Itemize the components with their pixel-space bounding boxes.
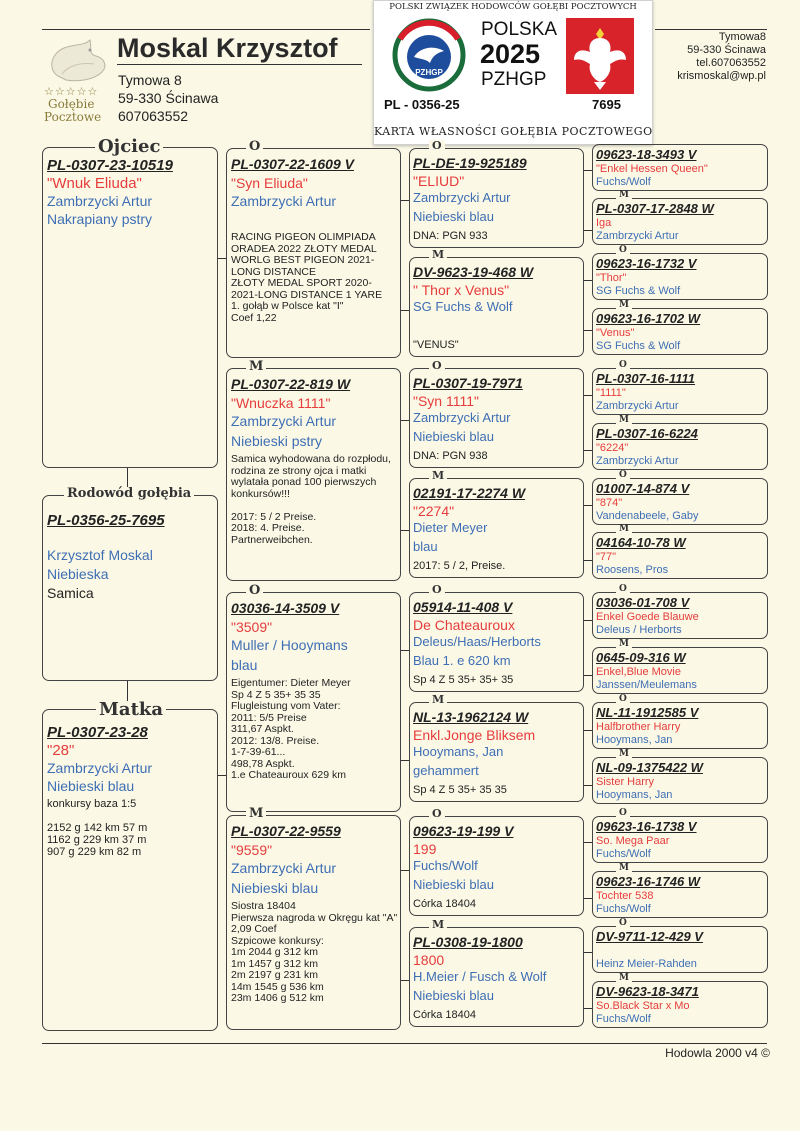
g2-name: "Wnuczka 1111" xyxy=(231,395,331,411)
g4-breeder: Fuchs/Wolf xyxy=(596,848,651,860)
pzhgp-logo-icon xyxy=(390,17,468,93)
sex-label: M xyxy=(616,864,632,873)
g3-name: 1800 xyxy=(413,952,445,968)
g4-ring: 09623-18-3493 V xyxy=(596,147,697,162)
g4-name: Sister Harry xyxy=(596,776,655,788)
g3-notes: Córka 18404 xyxy=(413,898,476,910)
sex-label: O xyxy=(429,808,445,819)
g2-color: Niebieski blau xyxy=(231,880,319,896)
sex-label: O xyxy=(246,140,263,153)
g4-ring: 09623-16-1702 W xyxy=(596,311,701,326)
g3-ring: DV-9623-19-468 W xyxy=(413,264,534,280)
logo-line2: Pocztowe xyxy=(44,110,102,124)
g3-color: Niebieski blau xyxy=(413,209,494,224)
g4-name: Enkel,Blue Movie xyxy=(596,666,681,678)
g4-breeder: Hooymans, Jan xyxy=(596,734,673,746)
g3-name: Enkl.Jonge Bliksem xyxy=(413,727,536,743)
g4-name: "1111" xyxy=(596,387,626,399)
g3-name: De Chateauroux xyxy=(413,617,515,633)
dam-breeder: Zambrzycki Artur xyxy=(47,760,153,776)
sire-name: "Wnuk Eliuda" xyxy=(47,175,142,192)
g3-breeder: Zambrzycki Artur xyxy=(413,410,511,425)
g4-name: Enkel Goede Blauwe xyxy=(596,611,699,623)
g4-ring: 09623-16-1732 V xyxy=(596,256,697,271)
sex-label: O xyxy=(246,584,263,597)
g3-color: Blau 1. e 620 km xyxy=(413,653,511,668)
g2-ring: PL-0307-22-1609 V xyxy=(231,156,354,172)
sex-label: M xyxy=(429,694,447,705)
subject-color: Niebieska xyxy=(47,566,109,582)
g4-name: Iga xyxy=(596,217,612,229)
g4-breeder: Fuchs/Wolf xyxy=(596,176,651,188)
g2-breeder: Muller / Hooymans xyxy=(231,637,348,653)
sex-label: O xyxy=(616,695,630,704)
g4-breeder: Fuchs/Wolf xyxy=(596,1013,651,1025)
g2-name: "Syn Eliuda" xyxy=(231,175,308,191)
sex-label: M xyxy=(246,360,266,373)
g2-notes: Eigentumer: Dieter Meyer Sp 4 Z 5 35+ 35 35 Flugleistung vom Vater: 2011: 5/5 Preise 311,67 Aspkt. 2012: 13/8. Preise. 1-7-39-61... 498,78 Aspkt. 1.e Chateauroux 629 km xyxy=(231,677,351,781)
sex-label: M xyxy=(616,974,632,983)
g2-name: "3509" xyxy=(231,619,273,635)
header-logo xyxy=(38,36,112,122)
card-country: POLSKA xyxy=(481,19,558,40)
g3-name: "ELIUD" xyxy=(413,173,465,189)
g4-ring: PL-0307-16-1111 xyxy=(596,371,696,386)
g4-ring: 0645-09-316 W xyxy=(596,650,686,665)
owner-address-line2: 59-330 Ścinawa xyxy=(118,90,219,106)
right-contact-line3: tel.607063552 xyxy=(696,57,766,69)
g3-ring: 02191-17-2274 W xyxy=(413,485,526,501)
g3-color: blau xyxy=(413,539,438,554)
g2-notes: Siostra 18404 Pierwsza nagroda w Okręgu kat "A" 2,09 Coef Szpicowe konkursy: 1m 2044 g 312 km 1m 1457 g 312 km 2m 2197 g 231 km 14m 1545 g 536 km 23m 1406 g 512 km xyxy=(231,900,398,1004)
g4-ring: 01007-14-874 V xyxy=(596,481,690,496)
sire-breeder: Zambrzycki Artur xyxy=(47,193,153,209)
g2-color: blau xyxy=(231,657,258,673)
sire-color: Nakrapiany pstry xyxy=(47,211,153,227)
g3-color: Niebieski blau xyxy=(413,429,494,444)
g3-name: "Syn 1111" xyxy=(413,393,479,409)
sex-label: M xyxy=(616,525,632,534)
g4-breeder: Janssen/Meulemans xyxy=(596,679,697,691)
g3-breeder: SG Fuchs & Wolf xyxy=(413,299,513,314)
g3-notes: DNA: PGN 938 xyxy=(413,450,488,462)
sex-label: M xyxy=(616,191,632,200)
g3-color: Niebieski blau xyxy=(413,988,494,1003)
g4-name: "Enkel Hessen Queen" xyxy=(596,163,708,175)
sire-label: Ojciec xyxy=(95,138,163,156)
g4-breeder: SG Fuchs & Wolf xyxy=(596,340,681,352)
pedigree-label: Rodowód gołębia xyxy=(64,487,194,500)
g2-breeder: Zambrzycki Artur xyxy=(231,193,337,209)
g4-name: "77" xyxy=(596,551,617,563)
g4-name: "6224" xyxy=(596,442,629,454)
g3-ring: NL-13-1962124 W xyxy=(413,709,529,725)
subject-owner: Krzysztof Moskal xyxy=(47,547,153,563)
g2-name: "9559" xyxy=(231,842,273,858)
g2-ring: PL-0307-22-9559 xyxy=(231,823,341,839)
g4-breeder: Heinz Meier-Rahden xyxy=(596,958,697,970)
footer-software: Hodowla 2000 v4 © xyxy=(665,1046,770,1060)
sex-label: M xyxy=(246,807,266,820)
g2-breeder: Zambrzycki Artur xyxy=(231,860,337,876)
g3-color: Niebieski blau xyxy=(413,877,494,892)
sex-label: O xyxy=(616,246,630,255)
g4-ring: PL-0307-16-6224 xyxy=(596,426,698,441)
poland-eagle-icon xyxy=(566,18,634,94)
sex-label: M xyxy=(616,750,632,759)
card-year: 2025 xyxy=(480,39,541,69)
g4-name: "874" xyxy=(596,497,623,509)
g3-ring: 09623-19-199 V xyxy=(413,823,514,839)
card-number: 7695 xyxy=(592,97,621,112)
sex-label: M xyxy=(616,640,632,649)
g4-name: "Thor" xyxy=(596,272,627,284)
g2-notes: RACING PIGEON OLIMPIADA ORADEA 2022 ZŁOTY MEDAL WORLG BEST PIGEON 2021-LONG DISTANCE ZŁOTY MEDAL SPORT 2020-2021-LONG DISTANCE 1 YARE 1. gołąb w Polsce kat "I" Coef 1,22 xyxy=(231,231,383,324)
g3-name: 199 xyxy=(413,841,437,857)
g4-breeder: Roosens, Pros xyxy=(596,564,669,576)
owner-name: Moskal Krzysztof xyxy=(117,33,338,63)
g3-breeder: Zambrzycki Artur xyxy=(413,190,511,205)
card-caption: KARTA WŁASNOŚCI GOŁĘBIA POCZTOWEGO xyxy=(374,125,653,138)
ownership-card xyxy=(373,0,653,145)
g4-breeder: Zambrzycki Artur xyxy=(596,400,679,412)
sex-label: M xyxy=(429,249,447,260)
g3-ring: PL-0307-19-7971 xyxy=(413,375,523,391)
g4-breeder: Zambrzycki Artur xyxy=(596,455,679,467)
g3-notes: 2017: 5 / 2, Preise. xyxy=(413,560,506,572)
g4-ring: NL-09-1375422 W xyxy=(596,760,703,775)
subject-ring: PL-0356-25-7695 xyxy=(47,512,165,529)
g4-breeder: Fuchs/Wolf xyxy=(596,903,651,915)
g3-notes: Sp 4 Z 5 35+ 35+ 35 xyxy=(413,674,514,686)
g3-breeder: Deleus/Haas/Herborts xyxy=(413,634,541,649)
sex-label: M xyxy=(616,416,632,425)
g3-notes: "VENUS" xyxy=(413,339,459,351)
g3-ring: PL-0308-19-1800 xyxy=(413,934,523,950)
g4-ring: 09623-16-1738 V xyxy=(596,819,697,834)
dam-notes: konkursy baza 1:5 2152 g 142 km 57 m 1162 g 229 km 37 m 907 g 229 km 82 m xyxy=(47,798,148,858)
subject-sex: Samica xyxy=(47,585,94,601)
g4-ring: DV-9711-12-429 V xyxy=(596,929,703,944)
g4-ring: DV-9623-18-3471 xyxy=(596,984,699,999)
g3-breeder: Fuchs/Wolf xyxy=(413,858,478,873)
g3-ring: 05914-11-408 V xyxy=(413,599,513,615)
logo-line1: Gołębie xyxy=(48,97,95,111)
sex-label: O xyxy=(616,919,630,928)
right-contact-line4: krismoskal@wp.pl xyxy=(677,70,766,82)
dam-color: Niebieski blau xyxy=(47,778,135,794)
g3-ring: PL-DE-19-925189 xyxy=(413,155,527,171)
g4-breeder: Deleus / Herborts xyxy=(596,624,682,636)
owner-address-line1: Tymowa 8 xyxy=(118,72,182,88)
g3-notes: Sp 4 Z 5 35+ 35 35 xyxy=(413,784,507,796)
g2-color: Niebieski pstry xyxy=(231,433,323,449)
sex-label: M xyxy=(429,470,447,481)
sire-ring: PL-0307-23-10519 xyxy=(47,157,173,174)
sex-label: O xyxy=(429,584,445,595)
right-contact-line1: Tymowa8 xyxy=(718,31,766,43)
sex-label: O xyxy=(616,809,630,818)
sex-label: M xyxy=(616,301,632,310)
g4-name: Halfbrother Harry xyxy=(596,721,681,733)
pigeon-logo-icon xyxy=(38,36,112,92)
g3-notes: Córka 18404 xyxy=(413,1009,476,1021)
g3-notes: DNA: PGN 933 xyxy=(413,230,488,242)
g4-ring: NL-11-1912585 V xyxy=(596,705,699,720)
g4-ring: 03036-01-708 V xyxy=(596,595,690,610)
card-org: PZHGP xyxy=(481,69,547,90)
g3-breeder: H.Meier / Fusch & Wolf xyxy=(413,969,547,984)
g4-breeder: Vandenabeele, Gaby xyxy=(596,510,699,522)
dam-label: Matka xyxy=(96,701,166,719)
g4-name: So.Black Star x Mo xyxy=(596,1000,690,1012)
g4-name: Tochter 538 xyxy=(596,890,654,902)
g4-breeder: SG Fuchs & Wolf xyxy=(596,285,681,297)
card-association: POLSKI ZWIĄZEK HODOWCÓW GOŁĘBI POCZTOWYCH xyxy=(389,2,637,12)
g2-ring: 03036-14-3509 V xyxy=(231,600,340,616)
g3-name: "2274" xyxy=(413,503,455,519)
g4-ring: 04164-10-78 W xyxy=(596,535,686,550)
g3-breeder: Hooymans, Jan xyxy=(413,744,504,759)
g4-breeder: Hooymans, Jan xyxy=(596,789,673,801)
g4-name: So. Mega Paar xyxy=(596,835,670,847)
sex-label: O xyxy=(616,471,630,480)
card-ring: PL - 0356-25 xyxy=(384,97,460,112)
g2-breeder: Zambrzycki Artur xyxy=(231,413,337,429)
g3-breeder: Dieter Meyer xyxy=(413,520,488,535)
right-contact-line2: 59-330 Ścinawa xyxy=(687,44,766,56)
g3-color: gehammert xyxy=(413,763,479,778)
g4-ring: PL-0307-17-2848 W xyxy=(596,201,714,216)
sex-label: O xyxy=(429,140,445,151)
sex-label: O xyxy=(616,361,630,370)
g4-name: "Venus" xyxy=(596,327,635,339)
sex-label: O xyxy=(429,360,445,371)
sex-label: O xyxy=(616,585,630,594)
sex-label: M xyxy=(429,919,447,930)
g4-breeder: Zambrzycki Artur xyxy=(596,230,679,242)
dam-ring: PL-0307-23-28 xyxy=(47,724,148,741)
g2-ring: PL-0307-22-819 W xyxy=(231,376,351,392)
owner-phone: 607063552 xyxy=(118,108,189,124)
g4-ring: 09623-16-1746 W xyxy=(596,874,701,889)
g2-notes: Samica wyhodowana do rozpłodu, rodzina ze strony ojca i matki wylatała ponad 100 pierwszych konkursów!!! 2017: 5 / 2 Preise. 2018: 4. Preise. Partnerweibchen. xyxy=(231,453,391,546)
g3-name: " Thor x Venus" xyxy=(413,282,510,298)
logo-stars: ☆☆☆☆☆ xyxy=(44,86,99,98)
pzhgp-logo-text: PZHGP xyxy=(415,68,443,77)
dam-name: "28" xyxy=(47,742,75,759)
